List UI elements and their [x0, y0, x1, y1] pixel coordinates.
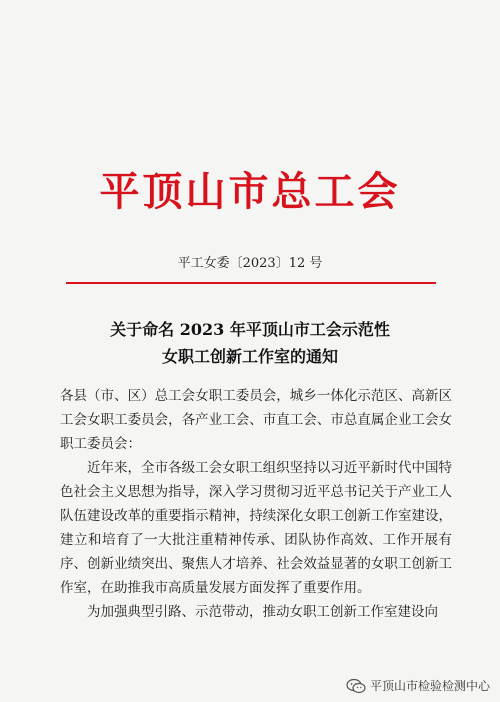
- document-number: 平工女委〔2023〕12 号: [177, 256, 323, 271]
- notice-title-line-1: 关于命名 2023 年平顶山市工会示范性: [110, 320, 390, 339]
- watermark-text: 平顶山市检验检测中心: [369, 679, 490, 693]
- paragraph-2: 为加强典型引路、示范带动，推动女职工创新工作室建设向: [87, 604, 438, 620]
- paragraph-1: 近年来，全市各级工会女职工组织坚持以习近平新时代中国特色社会主义思想为指导，深入学习贯彻习近平总书记关于产业工人队伍建设改革的重要指示精神，持续深化女职工创新工作室建设，建立和培育了一大批注重精神传承、团队协作高效、工作开展有序、创新业绩突出、聚焦人才培养、社会效益显著的女职工创新工作室，在助推我市高质量发展方面发挥了重要作用。: [60, 460, 452, 596]
- org-header-title: 平顶山市总工会: [99, 169, 401, 215]
- notice-title: [0, 316, 500, 370]
- watermark: [346, 677, 490, 694]
- body-text: [60, 384, 452, 624]
- notice-title-line-2: 女职工创新工作室的通知: [161, 347, 338, 366]
- red-divider: [66, 282, 436, 284]
- wechat-icon: [346, 678, 366, 694]
- addressee: 各县（市、区）总工会女职工委员会，城乡一体化示范区、高新区工会女职工委员会，各产业工会、市直工会、市总直属企业工会女职工委员会：: [60, 388, 452, 452]
